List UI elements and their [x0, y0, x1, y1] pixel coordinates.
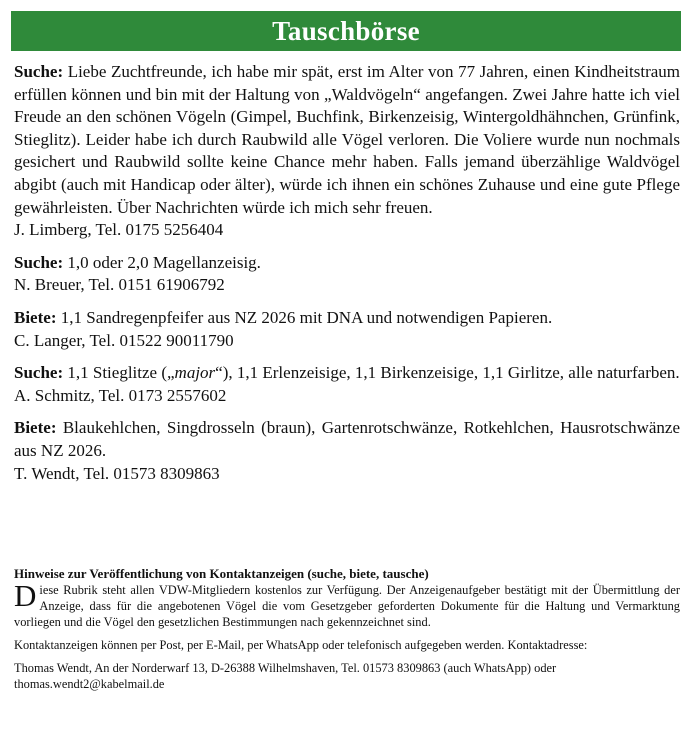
ad-text: 1,1 Sandregenpfeifer aus NZ 2026 mit DNA und notwendigen Papieren. [56, 307, 553, 327]
drop-cap: D [14, 578, 37, 613]
ad-text-after: “), 1,1 Erlenzeisige, 1,1 Birkenzeisige, 1,1 Girlitze, alle naturfarben. [215, 363, 680, 383]
ad-item [14, 362, 680, 407]
notes-paragraph-1-text: iese Rubrik steht allen VDW-Mitgliedern kostenlos zur Verfügung. Der Anzeigenaufgeber bestätigt mit der Übermittlung der Anzeige, dass für die angebotenen Vögel die vom Gesetzgeber geforderten Dokumente für die Haltung und Vermarktung vorliegen und die Vögel den gesetzlichen Bestimmungen nach gekennzeichnet sind. [14, 583, 680, 629]
notes-contact-address: Thomas Wendt, An der Norderwarf 13, D-26388 Wilhelmshaven, Tel. 01573 8309863 (auch WhatsApp) oder thomas.wendt2@kabelmail.de [14, 661, 557, 691]
ad-text: 1,0 oder 2,0 Magellanzeisig. [63, 252, 261, 272]
ad-label: Biete: [14, 307, 57, 327]
page-title: Tauschbörse [272, 15, 420, 46]
classified-ads-list [14, 61, 680, 495]
ad-label: Suche: [14, 363, 64, 383]
notes-paragraph-1 [14, 578, 680, 630]
ad-contact: J. Limberg, Tel. 0175 5256404 [14, 220, 224, 240]
ad-text: Blaukehlchen, Singdrosseln (braun), Gartenrotschwänze, Rotkehlchen, Hausrotschwänze aus NZ 2026. [14, 418, 680, 460]
ad-label: Suche: [14, 252, 64, 272]
ad-contact: C. Langer, Tel. 01522 90011790 [14, 330, 234, 350]
ad-label: Suche: [14, 62, 64, 81]
ad-contact: N. Breuer, Tel. 0151 61906792 [14, 275, 225, 295]
ad-text-italic: major [174, 363, 216, 383]
ad-item [14, 307, 680, 352]
ad-contact: A. Schmitz, Tel. 0173 2557602 [14, 385, 227, 405]
ad-label: Biete: [14, 418, 57, 438]
notes-heading: Hinweise zur Veröffentlichung von Kontaktanzeigen (suche, biete, tausche) [14, 566, 429, 581]
publication-notes [14, 566, 680, 692]
ad-text: Liebe Zuchtfreunde, ich habe mir spät, erst im Alter von 77 Jahren, einen Kindheitstraum erfüllen können und bin mit der Haltung von „Waldvögeln“ angefangen. Zwei Jahre hatte ich viel Freude an den schönen Vögeln (Gimpel, Buchfink, Birkenzeisig, Wintergoldhähnchen, Grünfink, Stieglitz). Leider habe ich durch Raubwild alle Vögel verloren. Die Voliere wurde nun nochmals gesichert und Raubwild sollte keine Chance mehr haben. Falls jemand überzählige Waldvögel abgibt (auch mit Handicap oder älter), würde ich ihnen ein schönes Zuhause und eine gute Pflege gewährleisten. Über Nachrichten würde ich mich sehr freuen. [14, 62, 680, 217]
ad-item [14, 252, 680, 297]
ad-item [14, 417, 680, 485]
page-title-bar [11, 11, 681, 51]
ad-item [14, 61, 680, 242]
notes-paragraph-2: Kontaktanzeigen können per Post, per E-Mail, per WhatsApp oder telefonisch aufgegeben werden. Kontaktadresse: [14, 638, 588, 652]
ad-text-before: 1,1 Stieglitze („ [63, 363, 175, 383]
ad-contact: T. Wendt, Tel. 01573 8309863 [14, 463, 220, 483]
